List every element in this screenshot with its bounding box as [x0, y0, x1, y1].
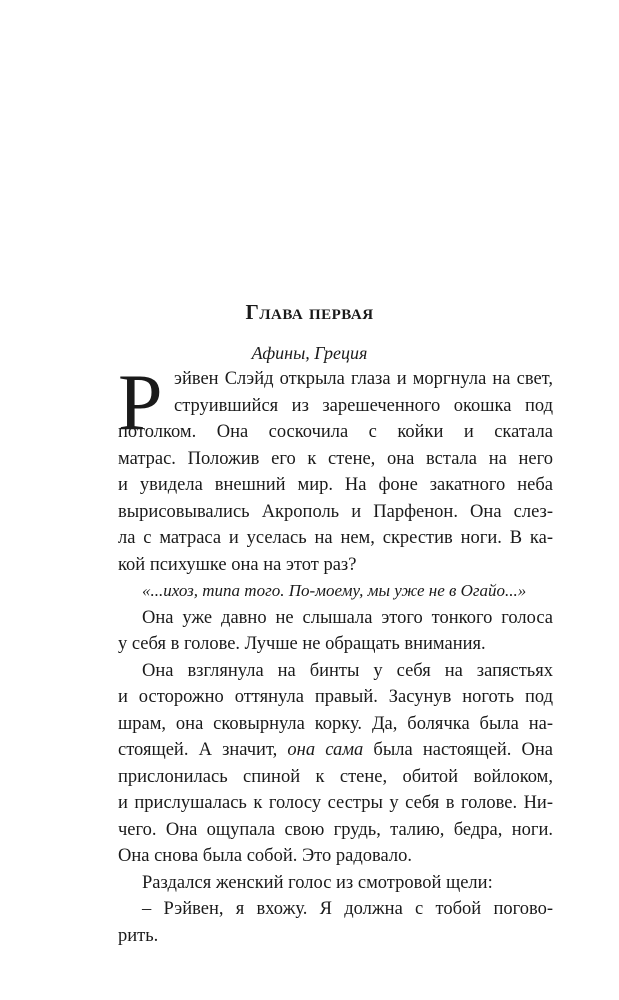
body-text: [118, 359, 554, 949]
text-line: кой психушке она на этот раз?: [118, 554, 357, 575]
chapter-title: Глава первая: [245, 300, 374, 324]
italic-emphasis: она сама: [287, 740, 364, 760]
text-line: чего. Она ощупала свою грудь, талию, бедра, ноги.: [118, 819, 553, 840]
text-segment: стоящей. А значит,: [118, 740, 278, 760]
text-segment: была настоящей. Она: [373, 740, 554, 760]
drop-cap: Р: [118, 359, 163, 447]
italic-quote-line: «...ихоз, типа того. По-моему, мы уже не в Огайо...»: [142, 581, 527, 600]
text-line: прислонилась спиной к стене, обитой войлоком,: [118, 766, 553, 787]
text-line: [118, 737, 553, 764]
text-line: матрас. Положив его к стене, она встала на него: [118, 448, 553, 469]
text-line: эйвен Слэйд открыла глаза и моргнула на свет,: [174, 369, 553, 389]
text-line: рить.: [118, 925, 159, 946]
chapter-location: Афины, Греция: [251, 343, 368, 363]
text-line: Она уже давно не слышала этого тонкого голоса: [142, 607, 553, 628]
text-line: и прислушалась к голосу сестры у себя в голове. Ни-: [118, 793, 553, 813]
text-line: вырисовывались Акрополь и Парфенон. Она слез-: [118, 501, 553, 522]
text-line: – Рэйвен, я вхожу. Я должна с тобой погово-: [142, 899, 553, 919]
text-line: и увидела внешний мир. На фоне закатного неба: [118, 475, 553, 495]
text-line: у себя в голове. Лучше не обращать внимания.: [118, 634, 486, 654]
text-line: потолком. Она соскочила с койки и скатала: [118, 422, 553, 442]
text-line: струившийся из зарешеченного окошка под: [174, 395, 553, 416]
text-line: Раздался женский голос из смотровой щели:: [142, 872, 493, 893]
text-line: и осторожно оттянула правый. Засунув ноготь под: [118, 687, 553, 707]
text-line: Она взглянула на бинты у себя на запястьях: [142, 660, 553, 681]
text-line: ла с матраса и уселась на нем, скрестив ноги. В ка-: [118, 528, 553, 548]
text-line: шрам, она сковырнула корку. Да, болячка была на-: [118, 713, 553, 734]
text-line: Она снова была собой. Это радовало.: [118, 846, 412, 866]
